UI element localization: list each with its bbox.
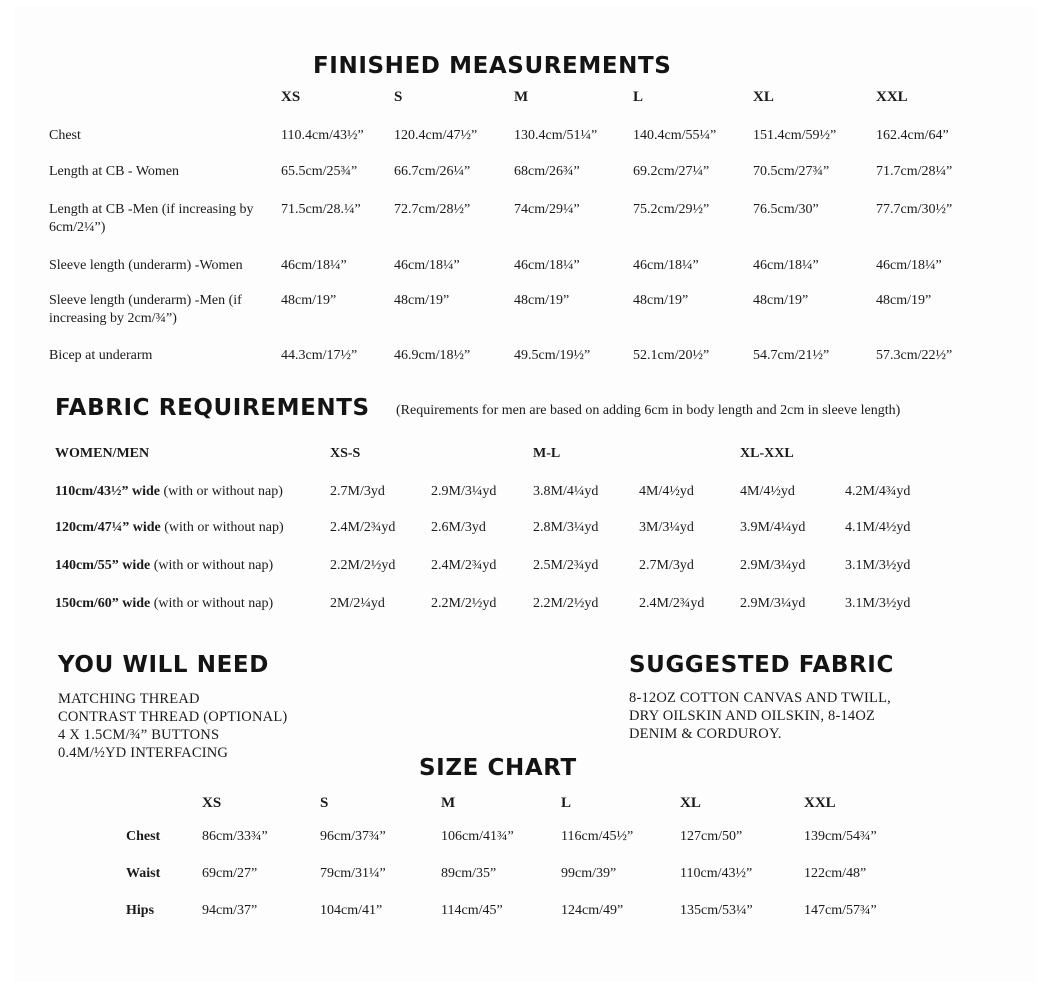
sc-cell: 104cm/41”: [320, 903, 383, 918]
suggested-fabric-line: 8-12OZ COTTON CANVAS AND TWILL,: [629, 690, 891, 706]
fabric-requirements-title: FABRIC REQUIREMENTS: [55, 395, 370, 421]
fm-cell: 46cm/18¼”: [633, 258, 699, 273]
fm-cell: 54.7cm/21½”: [753, 348, 830, 363]
sc-row-label: Hips: [126, 903, 155, 918]
suggested-fabric-line: DRY OILSKIN AND OILSKIN, 8-14OZ: [629, 708, 876, 724]
fr-cell: 3.1M/3½yd: [845, 558, 911, 573]
sc-cell: 114cm/45”: [441, 903, 503, 918]
fr-cell: 2.6M/3yd: [431, 520, 486, 535]
fr-cell: 2M/2¼yd: [330, 596, 385, 611]
fm-size-header: M: [514, 89, 529, 105]
fr-fabric-width: 150cm/60” wide: [55, 596, 151, 611]
fr-cell: 3.9M/4¼yd: [740, 520, 806, 535]
fm-cell: 57.3cm/22½”: [876, 348, 953, 363]
fr-cell: 3.8M/4¼yd: [533, 484, 599, 499]
sc-cell: 106cm/41¾”: [441, 829, 514, 844]
fr-size-group: XS-S: [330, 446, 361, 461]
sc-cell: 116cm/45½”: [561, 829, 634, 844]
fm-cell: 72.7cm/28½”: [394, 202, 471, 217]
fr-cell: 4.1M/4½yd: [845, 520, 911, 535]
fm-cell: 48cm/19”: [281, 293, 337, 308]
fm-cell: 151.4cm/59½”: [753, 128, 837, 143]
fm-cell: 77.7cm/30½”: [876, 202, 953, 217]
fm-size-header: XXL: [876, 89, 908, 105]
fm-cell: 65.5cm/25¾”: [281, 164, 358, 179]
fm-cell: 71.7cm/28¼”: [876, 164, 953, 179]
fm-cell: 70.5cm/27¾”: [753, 164, 830, 179]
fm-cell: 48cm/19”: [394, 293, 450, 308]
fr-cell: 2.2M/2½yd: [533, 596, 599, 611]
fm-size-header: L: [633, 89, 644, 105]
fr-cell: 2.7M/3yd: [330, 484, 385, 499]
fm-cell: 49.5cm/19½”: [514, 348, 591, 363]
fm-cell: 69.2cm/27¼”: [633, 164, 710, 179]
fm-row-label: Bicep at underarm: [49, 348, 153, 363]
fm-row-label: Length at CB -Men (if increasing by 6cm/2¼”): [49, 202, 254, 235]
fr-fabric-width: 120cm/47¼” wide: [55, 520, 161, 535]
list-item: MATCHING THREAD: [58, 691, 200, 707]
fabric-requirements-note: (Requirements for men are based on adding 6cm in body length and 2cm in sleeve length): [396, 403, 901, 418]
fm-cell: 162.4cm/64”: [876, 128, 949, 143]
sc-row-label: Chest: [126, 829, 161, 844]
sc-cell: 127cm/50”: [680, 829, 743, 844]
fm-cell: 71.5cm/28.¼”: [281, 202, 361, 217]
fm-row-label: Chest: [49, 128, 81, 143]
fm-cell: 68cm/26¾”: [514, 164, 580, 179]
fr-nap-note: (with or without nap): [160, 520, 284, 535]
fm-row-label: Sleeve length (underarm) -Men (if increasing by 2cm/¾”): [49, 293, 242, 326]
fm-cell: 48cm/19”: [876, 293, 932, 308]
fm-cell: 48cm/19”: [633, 293, 689, 308]
fr-cell: 3.1M/3½yd: [845, 596, 911, 611]
sc-cell: 135cm/53¼”: [680, 903, 753, 918]
list-item: CONTRAST THREAD (OPTIONAL): [58, 709, 288, 725]
suggested-fabric-title: SUGGESTED FABRIC: [629, 652, 894, 678]
fm-cell: 74cm/29¼”: [514, 202, 580, 217]
sc-size-header: XXL: [804, 795, 836, 811]
fr-cell: 3M/3¼yd: [639, 520, 694, 535]
sc-size-header: L: [561, 795, 572, 811]
fm-cell: 66.7cm/26¼”: [394, 164, 471, 179]
sc-size-header: M: [441, 795, 456, 811]
finished-measurements-title: FINISHED MEASUREMENTS: [313, 53, 672, 79]
you-will-need-title: YOU WILL NEED: [58, 652, 269, 678]
fr-nap-note: (with or without nap): [160, 484, 283, 499]
fm-cell: 44.3cm/17½”: [281, 348, 358, 363]
fm-cell: 75.2cm/29½”: [633, 202, 710, 217]
fm-cell: 130.4cm/51¼”: [514, 128, 598, 143]
fm-cell: 46cm/18¼”: [394, 258, 460, 273]
fm-cell: 46cm/18¼”: [753, 258, 819, 273]
fr-cell: 4.2M/4¾yd: [845, 484, 911, 499]
fr-header-label: WOMEN/MEN: [55, 446, 150, 461]
fm-cell: 46cm/18¼”: [876, 258, 942, 273]
fr-row-label: [55, 595, 273, 613]
fm-cell: 110.4cm/43½”: [281, 128, 364, 143]
sc-cell: 86cm/33¾”: [202, 829, 268, 844]
fr-row-label: [55, 519, 284, 537]
fm-cell: 48cm/19”: [514, 293, 570, 308]
sc-cell: 99cm/39”: [561, 866, 617, 881]
fr-fabric-width: 140cm/55” wide: [55, 558, 151, 573]
fm-row-label: Sleeve length (underarm) -Women: [49, 258, 243, 273]
fm-cell: 140.4cm/55¼”: [633, 128, 717, 143]
fr-cell: 2.9M/3¼yd: [740, 596, 806, 611]
suggested-fabric-line: DENIM & CORDUROY.: [629, 726, 782, 742]
fr-row-label: [55, 557, 273, 575]
sc-cell: 79cm/31¼”: [320, 866, 386, 881]
fm-size-header: XL: [753, 89, 774, 105]
sc-row-label: Waist: [126, 866, 161, 881]
fm-cell: 52.1cm/20½”: [633, 348, 710, 363]
fr-row-label: [55, 483, 283, 501]
sc-cell: 96cm/37¾”: [320, 829, 386, 844]
list-item: 4 X 1.5CM/¾” BUTTONS: [58, 727, 220, 743]
fr-cell: 2.2M/2½yd: [431, 596, 497, 611]
fr-fabric-width: 110cm/43½” wide: [55, 484, 160, 499]
list-item: 0.4M/½YD INTERFACING: [58, 745, 229, 761]
fr-cell: 2.4M/2¾yd: [431, 558, 497, 573]
fr-cell: 2.7M/3yd: [639, 558, 694, 573]
fr-size-group: M-L: [533, 446, 561, 461]
sc-size-header: XS: [202, 795, 222, 811]
fm-cell: 46cm/18¼”: [514, 258, 580, 273]
fr-nap-note: (with or without nap): [150, 596, 274, 611]
fm-cell: 76.5cm/30”: [753, 202, 819, 217]
sc-cell: 89cm/35”: [441, 866, 497, 881]
fr-cell: 2.2M/2½yd: [330, 558, 396, 573]
fr-cell: 2.9M/3¼yd: [740, 558, 806, 573]
sc-cell: 110cm/43½”: [680, 866, 753, 881]
size-chart-title: SIZE CHART: [419, 755, 577, 781]
fm-size-header: S: [394, 89, 403, 105]
fr-cell: 2.4M/2¾yd: [330, 520, 396, 535]
fr-cell: 4M/4½yd: [740, 484, 795, 499]
fm-cell: 46cm/18¼”: [281, 258, 347, 273]
sc-cell: 122cm/48”: [804, 866, 867, 881]
sc-cell: 147cm/57¾”: [804, 903, 877, 918]
fr-size-group: XL-XXL: [740, 446, 794, 461]
sc-cell: 69cm/27”: [202, 866, 258, 881]
sc-cell: 94cm/37”: [202, 903, 258, 918]
fm-size-header: XS: [281, 89, 301, 105]
fm-cell: 120.4cm/47½”: [394, 128, 478, 143]
sc-cell: 124cm/49”: [561, 903, 624, 918]
fm-cell: 46.9cm/18½”: [394, 348, 471, 363]
fr-cell: 2.5M/2¾yd: [533, 558, 599, 573]
fr-cell: 2.4M/2¾yd: [639, 596, 705, 611]
fr-cell: 2.8M/3¼yd: [533, 520, 599, 535]
sc-cell: 139cm/54¾”: [804, 829, 877, 844]
fr-cell: 2.9M/3¼yd: [431, 484, 497, 499]
fm-row-label: Length at CB - Women: [49, 164, 180, 179]
sc-size-header: XL: [680, 795, 701, 811]
fr-cell: 4M/4½yd: [639, 484, 694, 499]
fr-nap-note: (with or without nap): [150, 558, 274, 573]
fm-cell: 48cm/19”: [753, 293, 809, 308]
sc-size-header: S: [320, 795, 329, 811]
